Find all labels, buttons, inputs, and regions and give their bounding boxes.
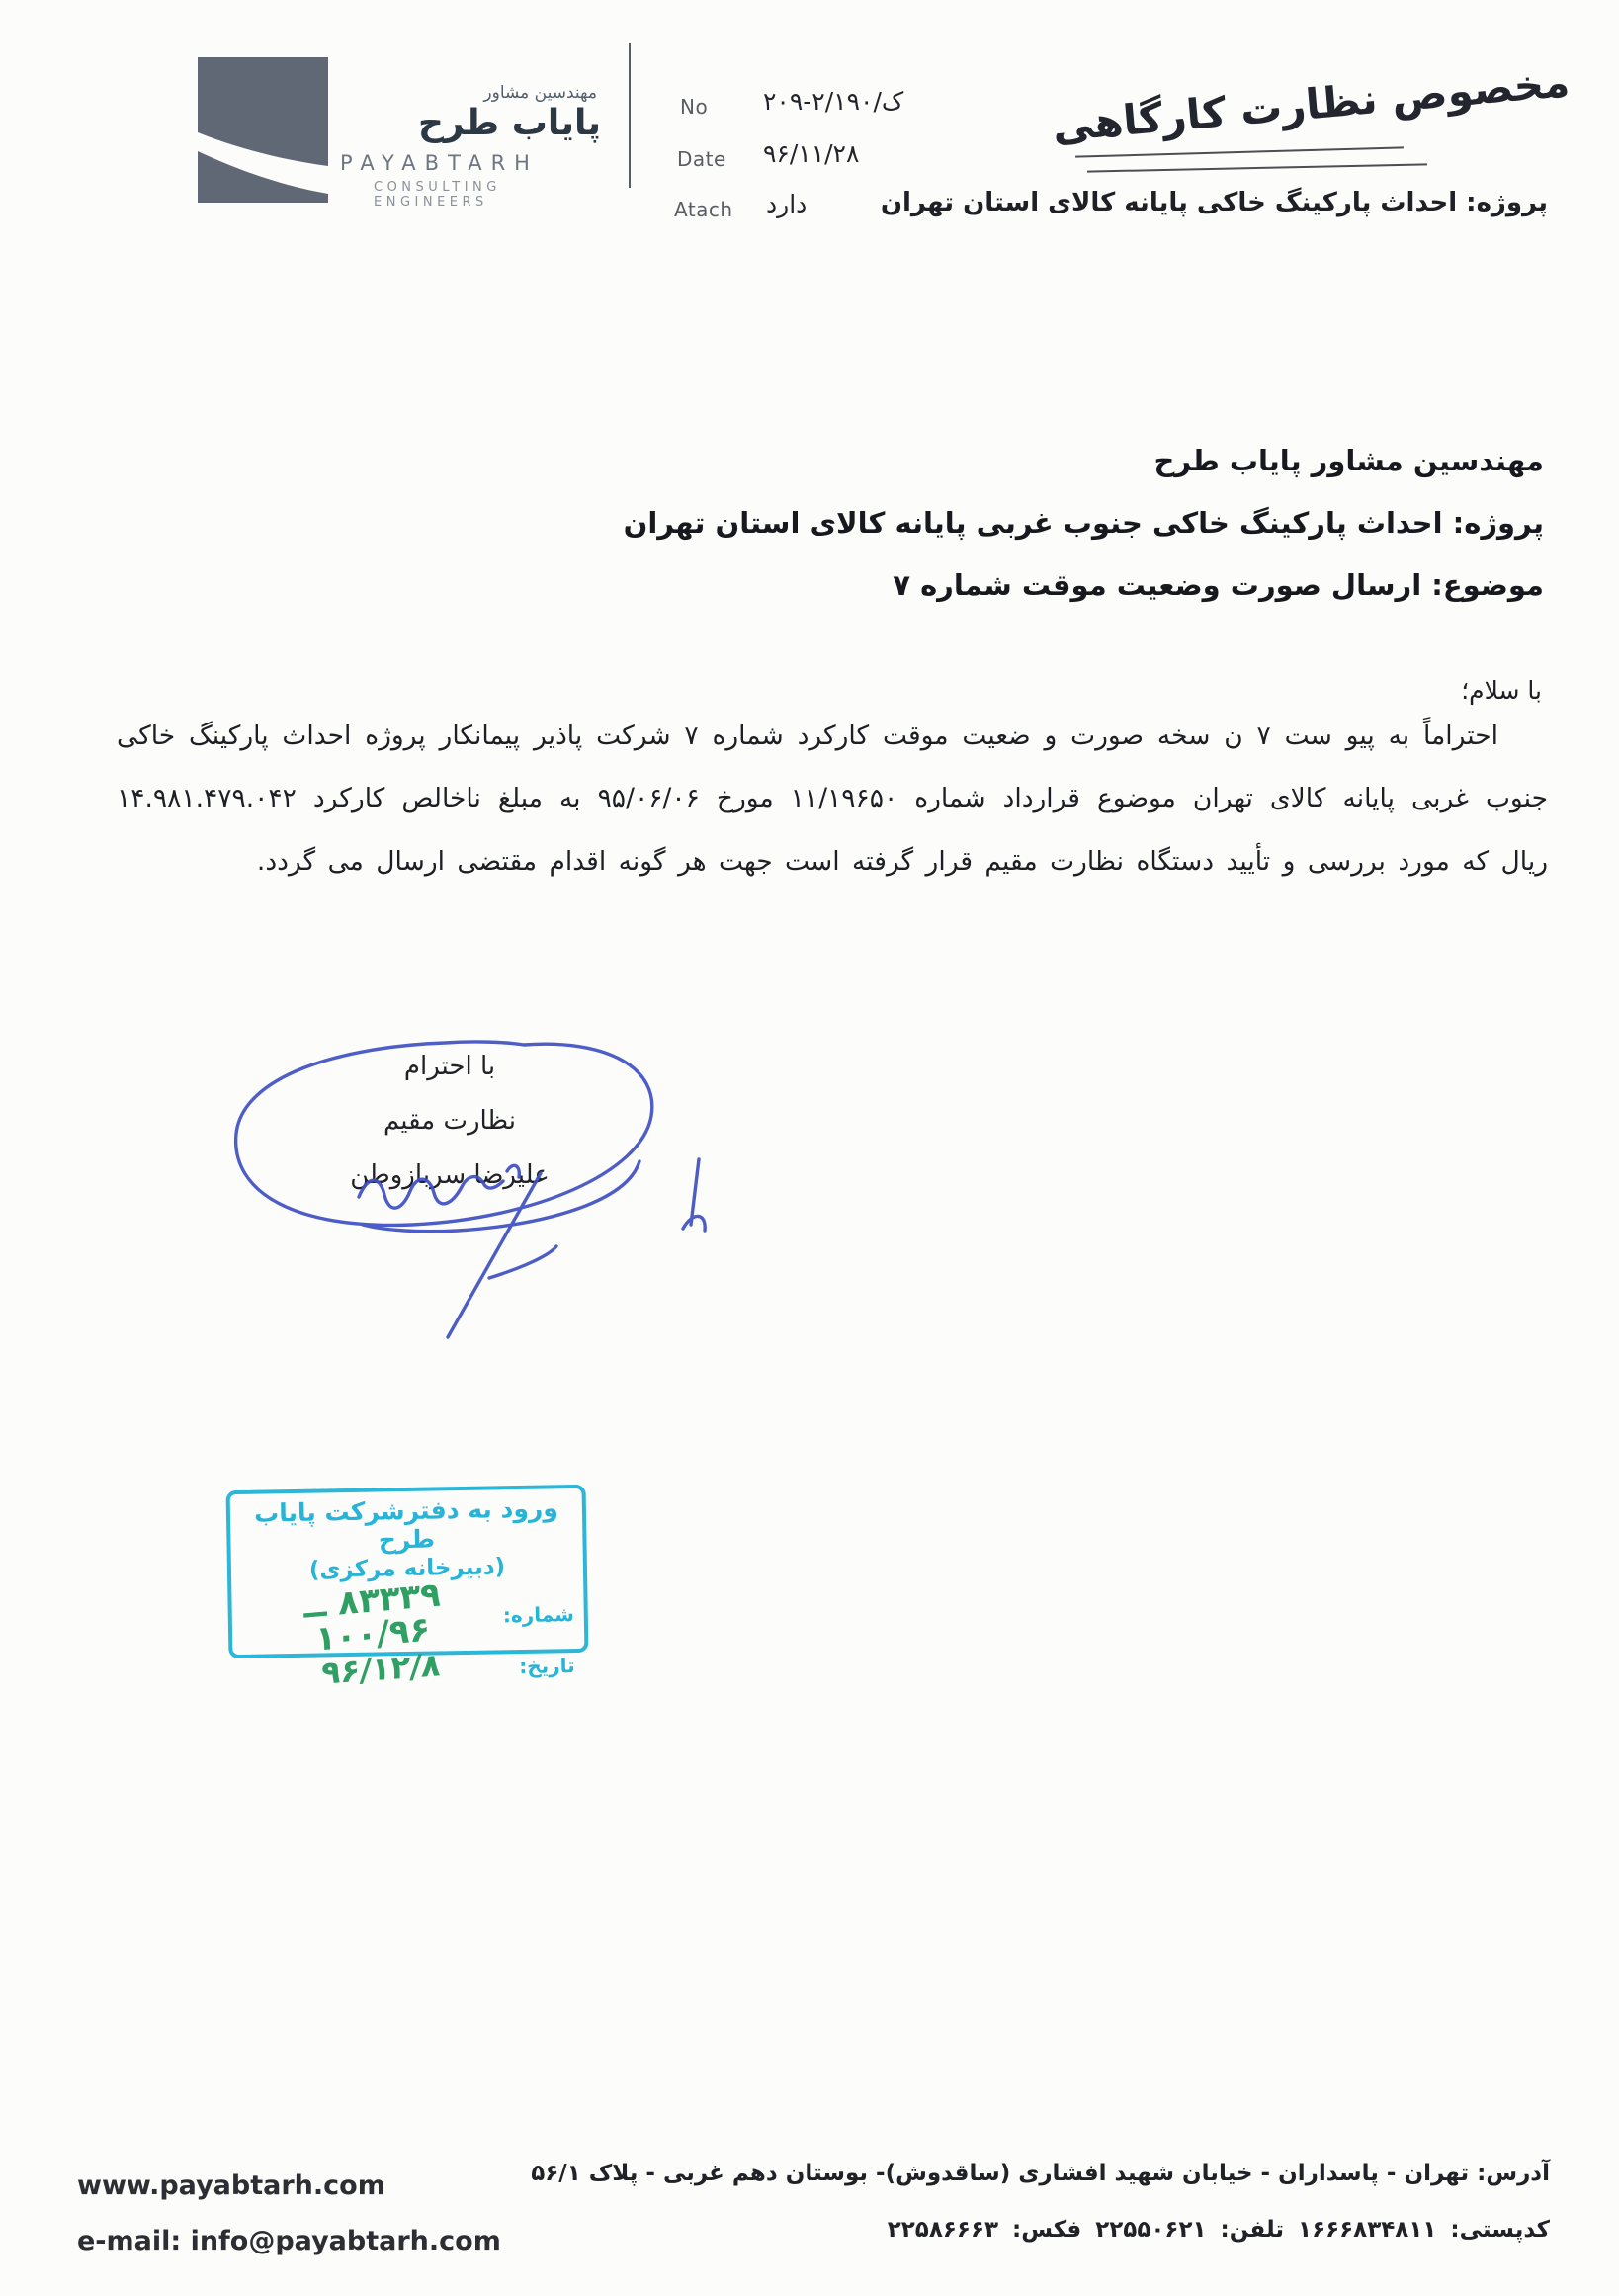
addressee-line: مهندسین مشاور پایاب طرح [1153, 444, 1544, 477]
no-field-label: No [680, 95, 709, 119]
footer-address-line: آدرس: تهران - پاسداران - خیابان شهید افشاری (ساقدوش)- بوستان دهم غربی - پلاک ۵۶/۱ [531, 2161, 1550, 2186]
signature-role-line: نظارت مقیم [383, 1106, 516, 1137]
footer-contact-line: کدپستی: ۱۶۶۶۸۳۴۸۱۱ تلفن: ۲۲۵۵۰۶۲۱ فکس: ۲۲۵۸۶۶۶۳ [887, 2217, 1550, 2243]
salutation: با سلام؛ [1461, 676, 1542, 705]
date-field-value: ۹۶/۱۱/۲۸ [763, 139, 860, 168]
subject-line: موضوع: ارسال صورت وضعیت موقت شماره ۷ [893, 568, 1544, 603]
header-project-line: پروژه: احداث پارکینگ خاکی پایانه کالای استان تهران [880, 188, 1548, 217]
brand-block [326, 83, 603, 210]
handwritten-underline [1087, 163, 1427, 172]
letter-heading [624, 430, 1544, 618]
atach-field-value: دارد [766, 190, 808, 218]
no-field-value: ۲۰۹-۲/ک/۱۹۰ [763, 87, 904, 116]
brand-en-sub: CONSULTING ENGINEERS [374, 180, 501, 211]
letterhead-divider [629, 43, 631, 188]
footer-email: e-mail: info@payabtarh.com [77, 2226, 501, 2256]
stamp-date-label: تاریخ: [519, 1654, 575, 1679]
footer-website: www.payabtarh.com [77, 2170, 385, 2201]
stamp-number-handwritten-value: ۸۳۳۳۹ ــ ۱۰۰/۹۶ [303, 1574, 442, 1659]
brand-fa-small: مهندسین مشاور [483, 83, 597, 103]
handwritten-underline [1075, 146, 1404, 157]
signer-name: علیرضا سربازوطن [350, 1160, 550, 1191]
payabtarh-logo-icon [198, 57, 328, 207]
stamp-title: ورود به دفترشرکت پایاب طرح [253, 1493, 559, 1555]
atach-field-label: Atach [674, 198, 733, 221]
project-line: پروژه: احداث پارکینگ خاکی جنوب غربی پایانه کالای استان تهران [623, 506, 1544, 541]
stamp-number-label: شماره: [502, 1602, 574, 1628]
brand-fa-large: پایاب طرح [417, 103, 601, 143]
site-supervision-handwritten-note: مخصوص نظارت کارگاهی [1050, 57, 1572, 151]
body-line: ریال که مورد بررسی و تأیید دستگاه نظارت مقیم قرار گرفته است جهت هر گونه اقدام مقتضی ارسال می گردد. [256, 846, 1548, 877]
body-line: احتراماً به پیو ست ۷ ن سخه صورت و ضعیت موقت کارکرد شماره ۷ شرکت پاذیر پیمانکار پروژه احداث پارکینگ خاکی [117, 721, 1498, 751]
brand-en: PAYABTARH [340, 151, 539, 176]
stamp-subtitle: (دبیرخانه مرکزی) [308, 1554, 506, 1583]
signature-respect-line: با احترام [403, 1052, 496, 1081]
office-entry-stamp [226, 1485, 589, 1692]
body-line: جنوب غربی پایانه کالای تهران موضوع قرارداد شماره ۱۱/۱۹۶۵۰ مورخ ۹۵/۰۶/۰۶ به مبلغ ناخالص کارکرد ۱۴.۹۸۱.۴۷۹.۰۴۲ [117, 783, 1548, 813]
signature-block [237, 1040, 662, 1203]
stamp-date-handwritten-value: ۹۶/۱۲/۸ [320, 1646, 442, 1692]
date-field-label: Date [677, 147, 726, 171]
